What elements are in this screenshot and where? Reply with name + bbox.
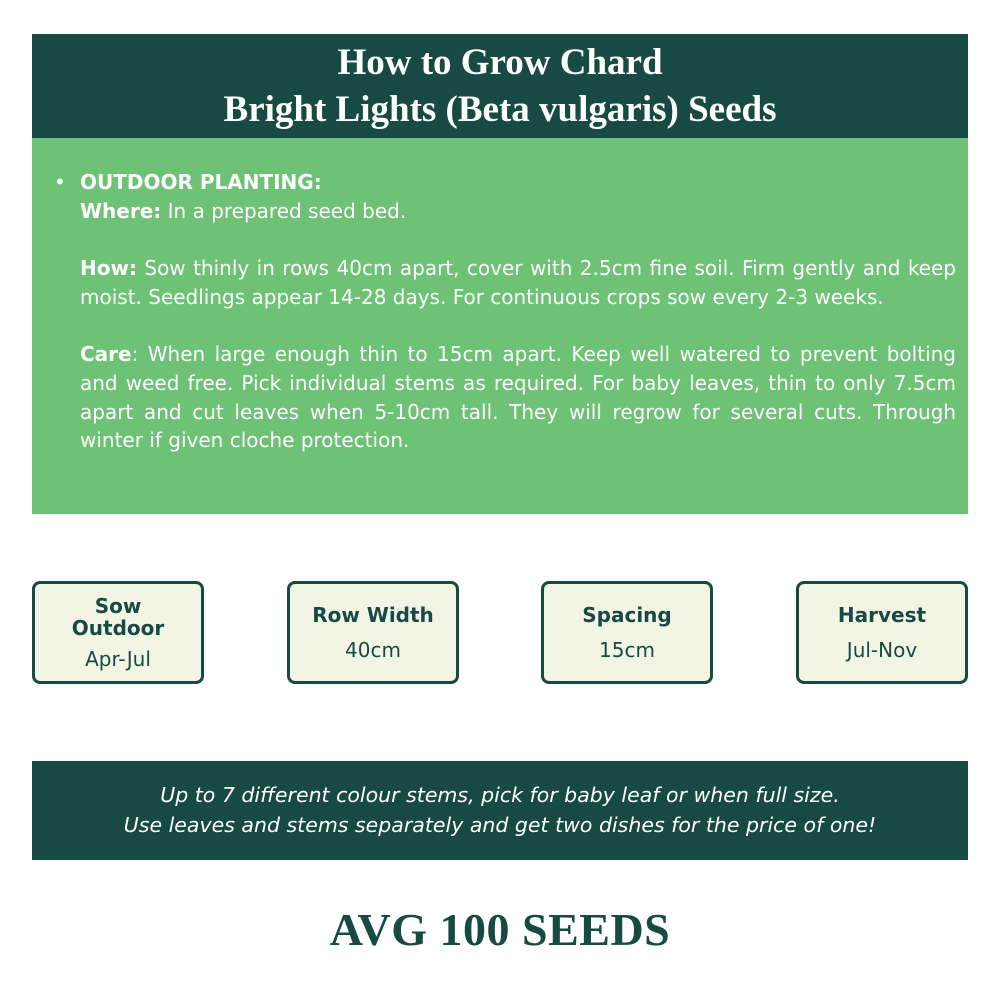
title-line-1: How to Grow Chard <box>337 42 663 83</box>
instructions-panel <box>32 138 968 514</box>
where-label: Where: <box>80 198 162 223</box>
bullet-icon: • <box>54 170 66 194</box>
outdoor-planting-item <box>54 168 956 455</box>
spacing-card <box>541 581 713 684</box>
card-value: Apr-Jul <box>85 646 151 671</box>
title-line-2: Bright Lights (Beta vulgaris) Seeds <box>223 89 777 130</box>
card-value: Jul-Nov <box>846 637 918 662</box>
tagline-line-1: Up to 7 different colour stems, pick for baby leaf or when full size. <box>160 783 840 807</box>
info-cards <box>32 581 968 684</box>
section-heading: OUTDOOR PLANTING: <box>80 170 322 194</box>
how-paragraph <box>80 254 956 311</box>
tagline-line-2: Use leaves and stems separately and get two dishes for the price of one! <box>123 813 877 837</box>
card-title: Row Width <box>312 602 434 627</box>
card-value: 40cm <box>345 637 401 662</box>
sow-outdoor-card <box>32 581 204 684</box>
row-width-card <box>287 581 459 684</box>
seed-count: AVG 100 SEEDS <box>329 904 671 955</box>
card-value: 15cm <box>599 637 655 662</box>
how-label: How: <box>80 256 137 281</box>
where-text: In a prepared seed bed. <box>161 198 407 223</box>
harvest-card <box>796 581 968 684</box>
care-text: : When large enough thin to 15cm apart. Keep well watered to prevent bolting and weed free. Pick individual stems as required. For baby leaves, thin to only 7.5cm apart and cut leaves when 5-10cm tall. They will regrow for several cuts. Through winter if given cloche protection. <box>80 342 956 453</box>
card-title: Harvest <box>837 602 927 627</box>
card-title: Spacing <box>582 602 672 627</box>
care-label: Care <box>80 342 132 367</box>
title-banner <box>32 34 968 138</box>
where-paragraph <box>80 197 956 226</box>
tagline-banner <box>32 761 968 860</box>
card-title: Sow Outdoor <box>71 593 165 640</box>
how-text: Sow thinly in rows 40cm apart, cover with 2.5cm fine soil. Firm gently and keep moist. Seedlings appear 14-28 days. For continuous crops sow every 2-3 weeks. <box>80 256 956 309</box>
care-paragraph <box>80 340 956 455</box>
